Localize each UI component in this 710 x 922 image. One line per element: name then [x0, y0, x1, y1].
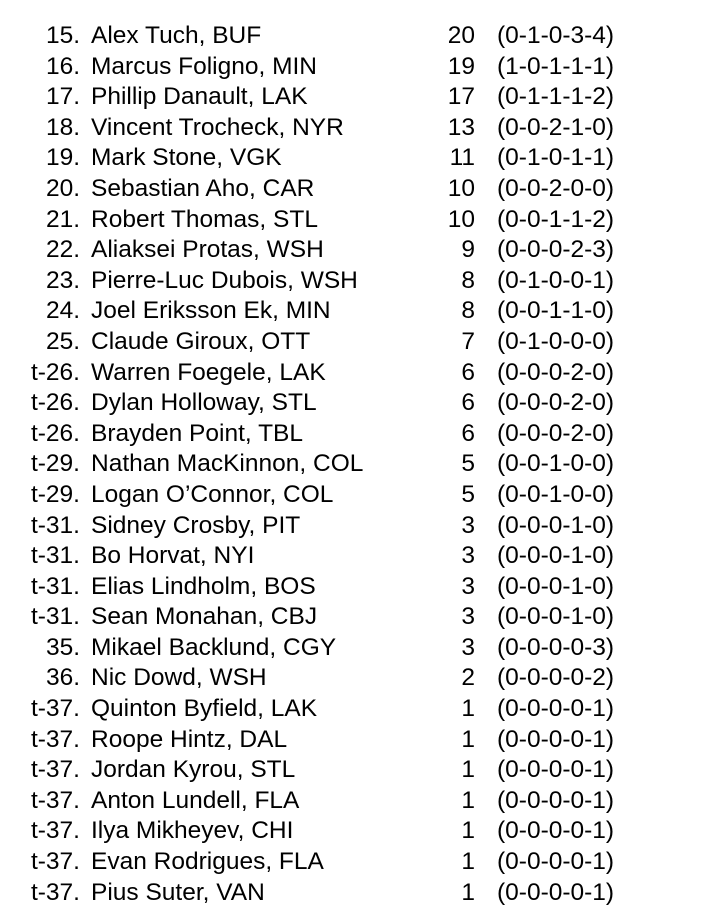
- points: 1: [461, 756, 475, 784]
- list-item: [0, 174, 710, 205]
- rank: t-37.: [30, 848, 80, 876]
- player-name: Nathan MacKinnon, COL: [91, 450, 364, 478]
- points-breakdown: (0-0-0-1-0): [497, 511, 615, 539]
- points-breakdown: (0-0-0-0-1): [497, 878, 615, 906]
- rank: 24.: [45, 297, 80, 325]
- points: 11: [449, 144, 475, 172]
- list-item: [0, 480, 710, 511]
- points: 3: [461, 572, 475, 600]
- list-item: [0, 113, 710, 144]
- points: 1: [461, 878, 475, 906]
- player-name: Mikael Backlund, CGY: [91, 633, 337, 661]
- list-item: [0, 205, 710, 236]
- player-name: Vincent Trocheck, NYR: [91, 113, 344, 141]
- list-item: [0, 694, 710, 725]
- points-breakdown: (0-0-0-0-1): [497, 695, 615, 723]
- rank: 23.: [45, 266, 80, 294]
- rank: 25.: [45, 327, 80, 355]
- points: 3: [461, 511, 475, 539]
- rank: t-37.: [30, 756, 80, 784]
- points-breakdown: (0-0-0-0-1): [497, 817, 615, 845]
- list-item: [0, 235, 710, 266]
- points: 6: [461, 419, 475, 447]
- rank: 18.: [45, 113, 80, 141]
- list-item: [0, 816, 710, 847]
- list-item: [0, 541, 710, 572]
- points-breakdown: (0-0-0-0-1): [497, 725, 615, 753]
- list-item: [0, 755, 710, 786]
- points-breakdown: (1-0-1-1-1): [497, 52, 615, 80]
- player-name: Pierre-Luc Dubois, WSH: [91, 266, 358, 294]
- list-item: [0, 786, 710, 817]
- player-name: Ilya Mikheyev, CHI: [91, 817, 294, 845]
- rank: t-26.: [30, 389, 80, 417]
- points: 10: [447, 174, 475, 202]
- points: 1: [461, 817, 475, 845]
- player-name: Claude Giroux, OTT: [91, 327, 311, 355]
- player-name: Aliaksei Protas, WSH: [91, 236, 324, 264]
- points: 10: [447, 205, 475, 233]
- player-name: Anton Lundell, FLA: [91, 786, 300, 814]
- rank: 15.: [45, 22, 80, 49]
- player-name: Joel Eriksson Ek, MIN: [91, 297, 331, 325]
- points-breakdown: (0-0-1-1-0): [497, 297, 615, 325]
- list-item: [0, 82, 710, 113]
- points-breakdown: (0-0-0-0-1): [497, 786, 615, 814]
- points: 1: [461, 848, 475, 876]
- list-item: [0, 52, 710, 83]
- player-name: Phillip Danault, LAK: [91, 83, 308, 111]
- list-item: [0, 266, 710, 297]
- points-breakdown: (0-1-1-1-2): [497, 83, 615, 111]
- points: 5: [461, 480, 475, 508]
- points-breakdown: (0-0-2-1-0): [497, 113, 615, 141]
- rank: t-37.: [30, 725, 80, 753]
- list-item: [0, 358, 710, 389]
- list-item: [0, 602, 710, 633]
- points: 8: [461, 266, 475, 294]
- player-name: Quinton Byfield, LAK: [91, 695, 318, 723]
- points: 5: [461, 450, 475, 478]
- rank: t-26.: [30, 419, 80, 447]
- points-breakdown: (0-0-0-1-0): [497, 603, 615, 631]
- player-name: Sebastian Aho, CAR: [91, 174, 315, 202]
- player-name: Evan Rodrigues, FLA: [91, 848, 324, 876]
- player-name: Mark Stone, VGK: [91, 144, 282, 172]
- player-name: Bo Horvat, NYI: [91, 542, 255, 570]
- points: 1: [461, 725, 475, 753]
- player-name: Nic Dowd, WSH: [91, 664, 267, 692]
- points: 1: [461, 786, 475, 814]
- list-item: [0, 449, 710, 480]
- points-breakdown: (0-1-0-0-1): [497, 266, 615, 294]
- rank: 22.: [45, 236, 80, 264]
- rank: 19.: [45, 144, 80, 172]
- rank: t-31.: [30, 603, 80, 631]
- rank: t-37.: [30, 878, 80, 906]
- points-breakdown: (0-0-0-0-3): [497, 633, 615, 661]
- points-breakdown: (0-0-0-2-3): [497, 236, 615, 264]
- player-name: Alex Tuch, BUF: [91, 22, 262, 49]
- rank: 16.: [45, 52, 80, 80]
- player-name: Sidney Crosby, PIT: [91, 511, 301, 539]
- points: 3: [461, 542, 475, 570]
- list-item: [0, 633, 710, 664]
- points: 19: [447, 52, 475, 80]
- list-item: [0, 878, 710, 909]
- points-breakdown: (0-0-2-0-0): [497, 174, 615, 202]
- points: 7: [461, 327, 475, 355]
- points-breakdown: (0-0-0-1-0): [497, 542, 615, 570]
- list-item: [0, 327, 710, 358]
- rank: t-31.: [30, 542, 80, 570]
- rank: t-29.: [30, 480, 80, 508]
- player-name: Sean Monahan, CBJ: [91, 603, 318, 631]
- points-breakdown: (0-0-1-0-0): [497, 480, 615, 508]
- list-item: [0, 143, 710, 174]
- list-item: [0, 419, 710, 450]
- list-item: [0, 296, 710, 327]
- list-item: [0, 21, 710, 52]
- points-breakdown: (0-1-0-1-1): [497, 144, 615, 172]
- rank: 21.: [45, 205, 80, 233]
- points: 13: [447, 113, 475, 141]
- player-name: Pius Suter, VAN: [91, 878, 265, 906]
- rank: t-37.: [30, 817, 80, 845]
- rank: t-26.: [30, 358, 80, 386]
- player-name: Robert Thomas, STL: [91, 205, 318, 233]
- points: 2: [461, 664, 475, 692]
- points: 9: [461, 236, 475, 264]
- points-breakdown: (0-0-0-2-0): [497, 389, 615, 417]
- list-item: [0, 511, 710, 542]
- rank: 36.: [45, 664, 80, 692]
- points-breakdown: (0-0-0-0-1): [497, 848, 615, 876]
- points: 6: [461, 358, 475, 386]
- rank: t-37.: [30, 786, 80, 814]
- points: 3: [461, 603, 475, 631]
- player-name: Jordan Kyrou, STL: [91, 756, 296, 784]
- rank: t-31.: [30, 572, 80, 600]
- rank: t-29.: [30, 450, 80, 478]
- rank: 35.: [45, 633, 80, 661]
- points: 6: [461, 389, 475, 417]
- rankings-list: [0, 21, 710, 908]
- player-name: Roope Hintz, DAL: [91, 725, 288, 753]
- rank: 17.: [45, 83, 80, 111]
- points: 20: [447, 22, 475, 49]
- list-item: [0, 725, 710, 756]
- list-item: [0, 388, 710, 419]
- points: 3: [461, 633, 475, 661]
- points: 8: [461, 297, 475, 325]
- player-name: Brayden Point, TBL: [91, 419, 304, 447]
- points: 17: [447, 83, 475, 111]
- points-breakdown: (0-0-1-1-2): [497, 205, 615, 233]
- points-breakdown: (0-1-0-0-0): [497, 327, 615, 355]
- list-item: [0, 572, 710, 603]
- points: 1: [461, 695, 475, 723]
- player-name: Warren Foegele, LAK: [91, 358, 326, 386]
- list-item: [0, 663, 710, 694]
- rank: t-37.: [30, 695, 80, 723]
- player-name: Dylan Holloway, STL: [91, 389, 317, 417]
- points-breakdown: (0-1-0-3-4): [497, 22, 615, 49]
- player-name: Logan O’Connor, COL: [91, 480, 334, 508]
- points-breakdown: (0-0-0-2-0): [497, 419, 615, 447]
- player-name: Elias Lindholm, BOS: [91, 572, 316, 600]
- points-breakdown: (0-0-0-0-2): [497, 664, 615, 692]
- points-breakdown: (0-0-0-1-0): [497, 572, 615, 600]
- points-breakdown: (0-0-0-0-1): [497, 756, 615, 784]
- player-name: Marcus Foligno, MIN: [91, 52, 318, 80]
- list-item: [0, 847, 710, 878]
- points-breakdown: (0-0-1-0-0): [497, 450, 615, 478]
- rank: t-31.: [30, 511, 80, 539]
- points-breakdown: (0-0-0-2-0): [497, 358, 615, 386]
- rank: 20.: [45, 174, 80, 202]
